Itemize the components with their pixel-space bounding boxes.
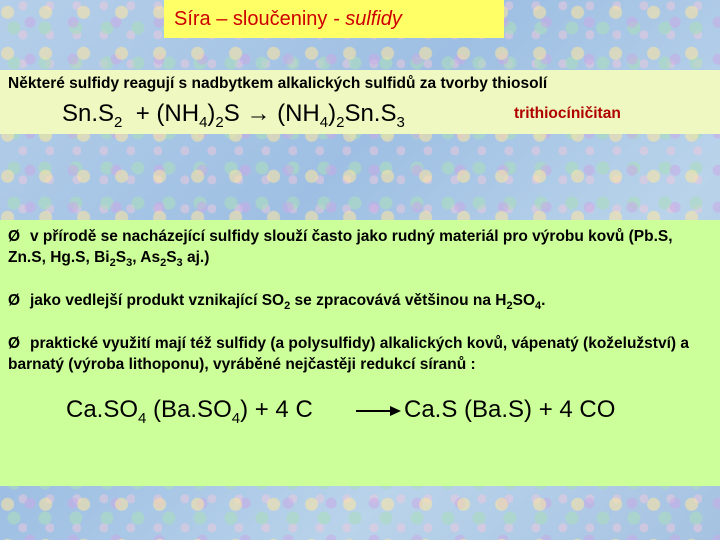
intro-text: Některé sulfidy reagují s nadbytkem alkalických sulfidů za tvorby thiosolí <box>8 75 548 92</box>
bullet-arrow-icon: Ø <box>8 335 21 352</box>
title-main: Síra – sloučeniny <box>174 8 328 30</box>
bullet-so2: Ø jako vedlejší produkt vznikající $SO_2$ se zpracovává většinou na $H_2SO_4$. <box>8 292 546 313</box>
bullet-arrow-icon: Ø <box>8 292 21 309</box>
equation-reduction-right: Ca.S (Ba.S) + 4 CO <box>404 396 616 423</box>
bullet-arrow-icon: Ø <box>8 228 21 245</box>
slide-title <box>174 8 402 31</box>
equation-reduction-left: $Ca.SO_4$ $(Ba.SO_4) + 4$ C <box>66 396 313 427</box>
bullet-uses: Ø praktické využití mají též sulfidy (a polysulfidy) alkalických kovů, vápenatý (koželužství) a barnatý (výroba lithoponu), vyráběné nejčastěji redukcí síranů : <box>8 335 689 373</box>
title-suffix: - sulfidy <box>332 8 402 30</box>
equation-thiosalt: $Sn.S_2 + (NH_4)_2S \to (NH_4)_2Sn.S_3$ <box>62 100 405 131</box>
product-label: trithiocíničitan <box>514 105 621 122</box>
bullet-ores: Ø v přírodě se nacházející sulfidy slouží často jako rudný materiál pro výrobu kovů (Pb.S, Zn.S, Hg.S, $Bi_2S_3$, $As_2S_3$ aj.) <box>8 228 673 270</box>
reaction-arrow-icon <box>356 404 402 418</box>
